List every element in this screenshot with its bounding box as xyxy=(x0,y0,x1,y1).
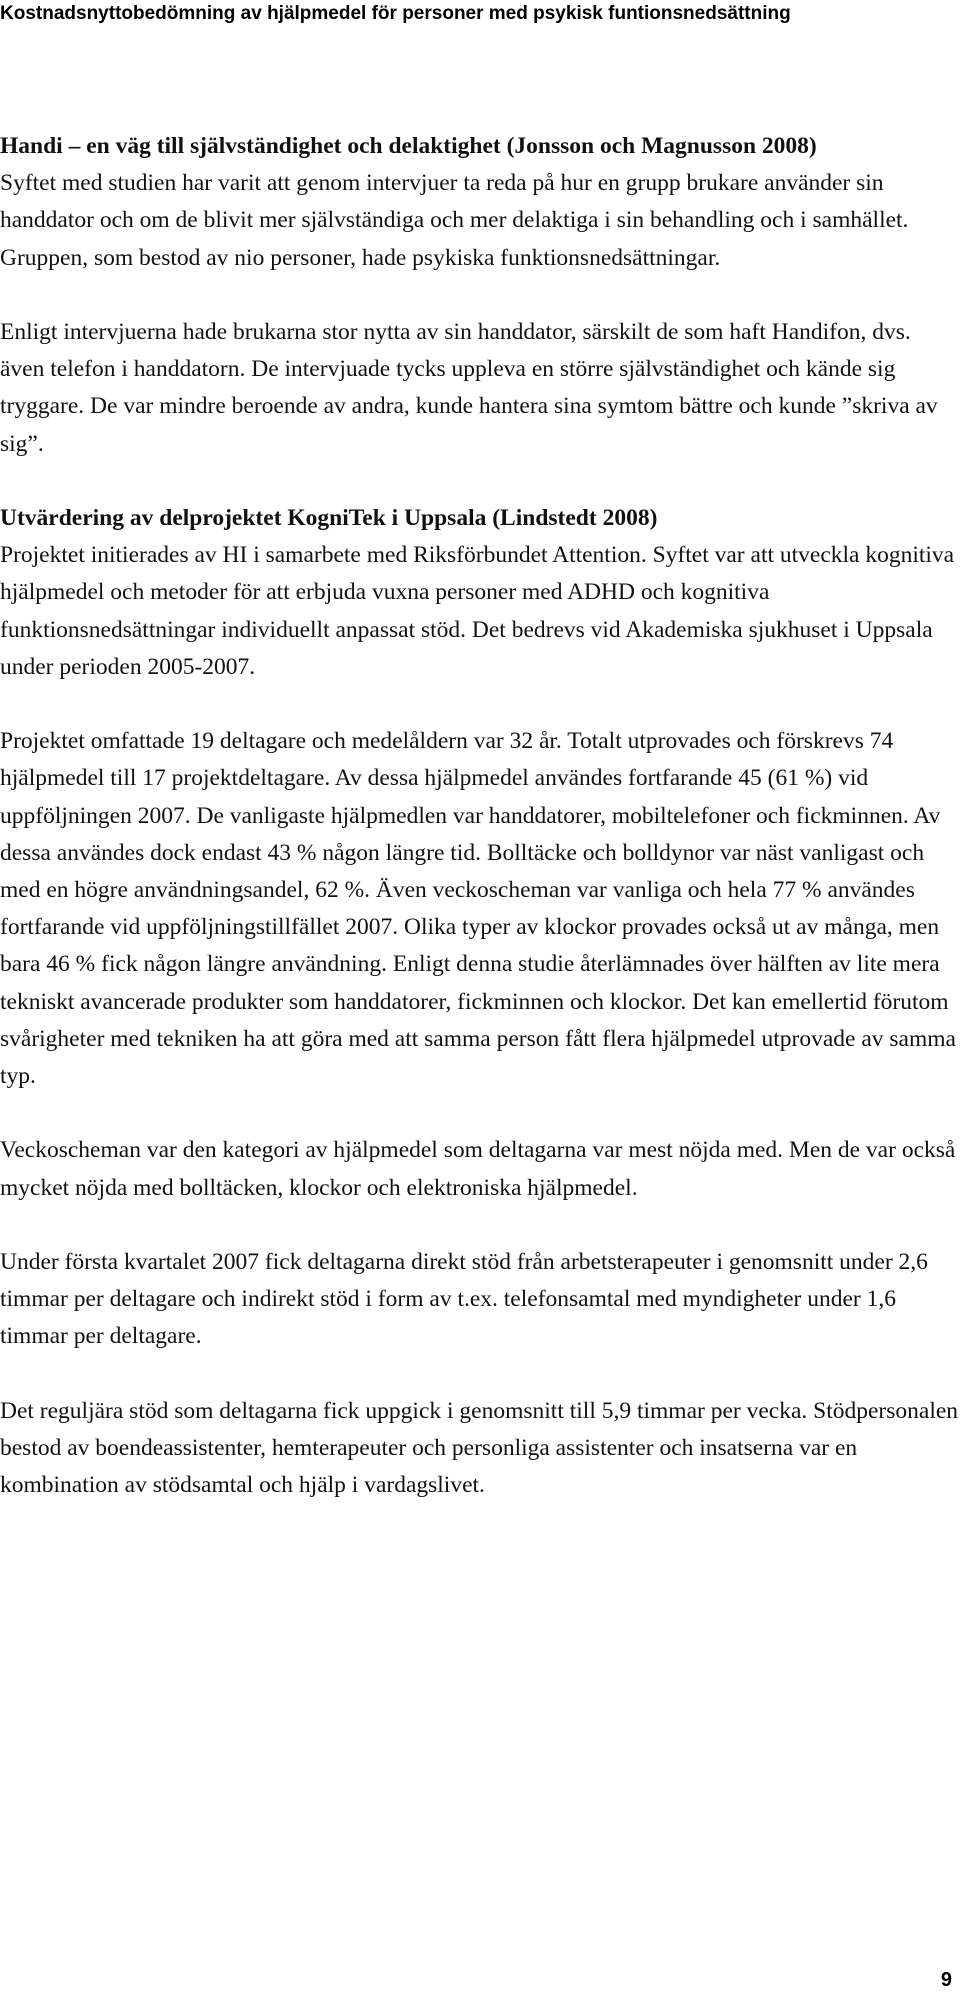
handi-paragraph-2: Enligt intervjuerna hade brukarna stor nytta av sin handdator, särskilt de som haft Handifon, dvs. även telefon i handdatorn. De intervjuade tycks uppleva en större självständighet och kände sig tryggare. De var mindre beroende av andra, kunde hantera sina symtom bättre och kunde ”skriva av sig”. xyxy=(0,319,938,457)
kognitek-paragraph-3: Veckoscheman var den kategori av hjälpmedel som deltagarna var mest nöjda med. Men de var också mycket nöjda med bolltäcken, klockor och elektroniska hjälpmedel. xyxy=(0,1137,956,1201)
section-heading-kognitek: Utvärdering av delprojektet KogniTek i Uppsala (Lindstedt 2008) xyxy=(0,505,658,531)
kognitek-paragraph-5: Det reguljära stöd som deltagarna fick uppgick i genomsnitt till 5,9 timmar per vecka. Stödpersonalen bestod av boendeassistenter, hemterapeuter och personliga assistenter och insatserna var en kombination av stödsamtal och hjälp i vardagslivet. xyxy=(0,1397,959,1499)
handi-paragraph-1: Syftet med studien har varit att genom intervjuer ta reda på hur en grupp brukare använder sin handdator och om de blivit mer självständiga och mer delaktiga i sin behandling och i samhället. Gruppen, som bestod av nio personer, hade psykiska funktionsnedsättningar. xyxy=(0,170,909,271)
document-body xyxy=(0,128,960,1504)
kognitek-paragraph-2: Projektet omfattade 19 deltagare och medelåldern var 32 år. Totalt utprovades och förskrevs 74 hjälpmedel till 17 projektdeltagare. Av dessa hjälpmedel användes fortfarande 45 (61 %) vid uppföljningen 2007. De vanligaste hjälpmedlen var handdatorer, mobiltelefoner och fickminnen. Av dessa användes dock endast 43 % någon längre tid. Bolltäcke och bolldynor var näst vanligast och med en högre användningsandel, 62 %. Även veckoscheman var vanliga och hela 77 % användes fortfarande vid uppföljningstillfället 2007. Olika typer av klockor provades också ut av många, men bara 46 % fick någon längre användning. Enligt denna studie återlämnades över hälften av lite mera tekniskt avancerade produkter som handdatorer, fickminnen och klockor. Det kan emellertid förutom svårigheter med tekniken ha att göra med att samma person fått flera hjälpmedel utprovade av samma typ. xyxy=(0,728,956,1090)
page-number: 9 xyxy=(940,1969,952,1991)
section-heading-handi: Handi – en väg till självständighet och delaktighet (Jonsson och Magnusson 2008) xyxy=(0,133,817,159)
kognitek-paragraph-4: Under första kvartalet 2007 fick deltagarna direkt stöd från arbetsterapeuter i genomsnitt under 2,6 timmar per deltagare och indirekt stöd i form av t.ex. telefonsamtal med myndigheter under 1,6 timmar per deltagare. xyxy=(0,1249,928,1350)
document-running-header: Kostnadsnyttobedömning av hjälpmedel för personer med psykisk funtionsnedsättning xyxy=(0,3,791,24)
kognitek-paragraph-1: Projektet initierades av HI i samarbete med Riksförbundet Attention. Syftet var att utveckla kognitiva hjälpmedel och metoder för att erbjuda vuxna personer med ADHD och kognitiva funktionsnedsättningar individuellt anpassat stöd. Det bedrevs vid Akademiska sjukhuset i Uppsala under perioden 2005-2007. xyxy=(0,542,955,680)
